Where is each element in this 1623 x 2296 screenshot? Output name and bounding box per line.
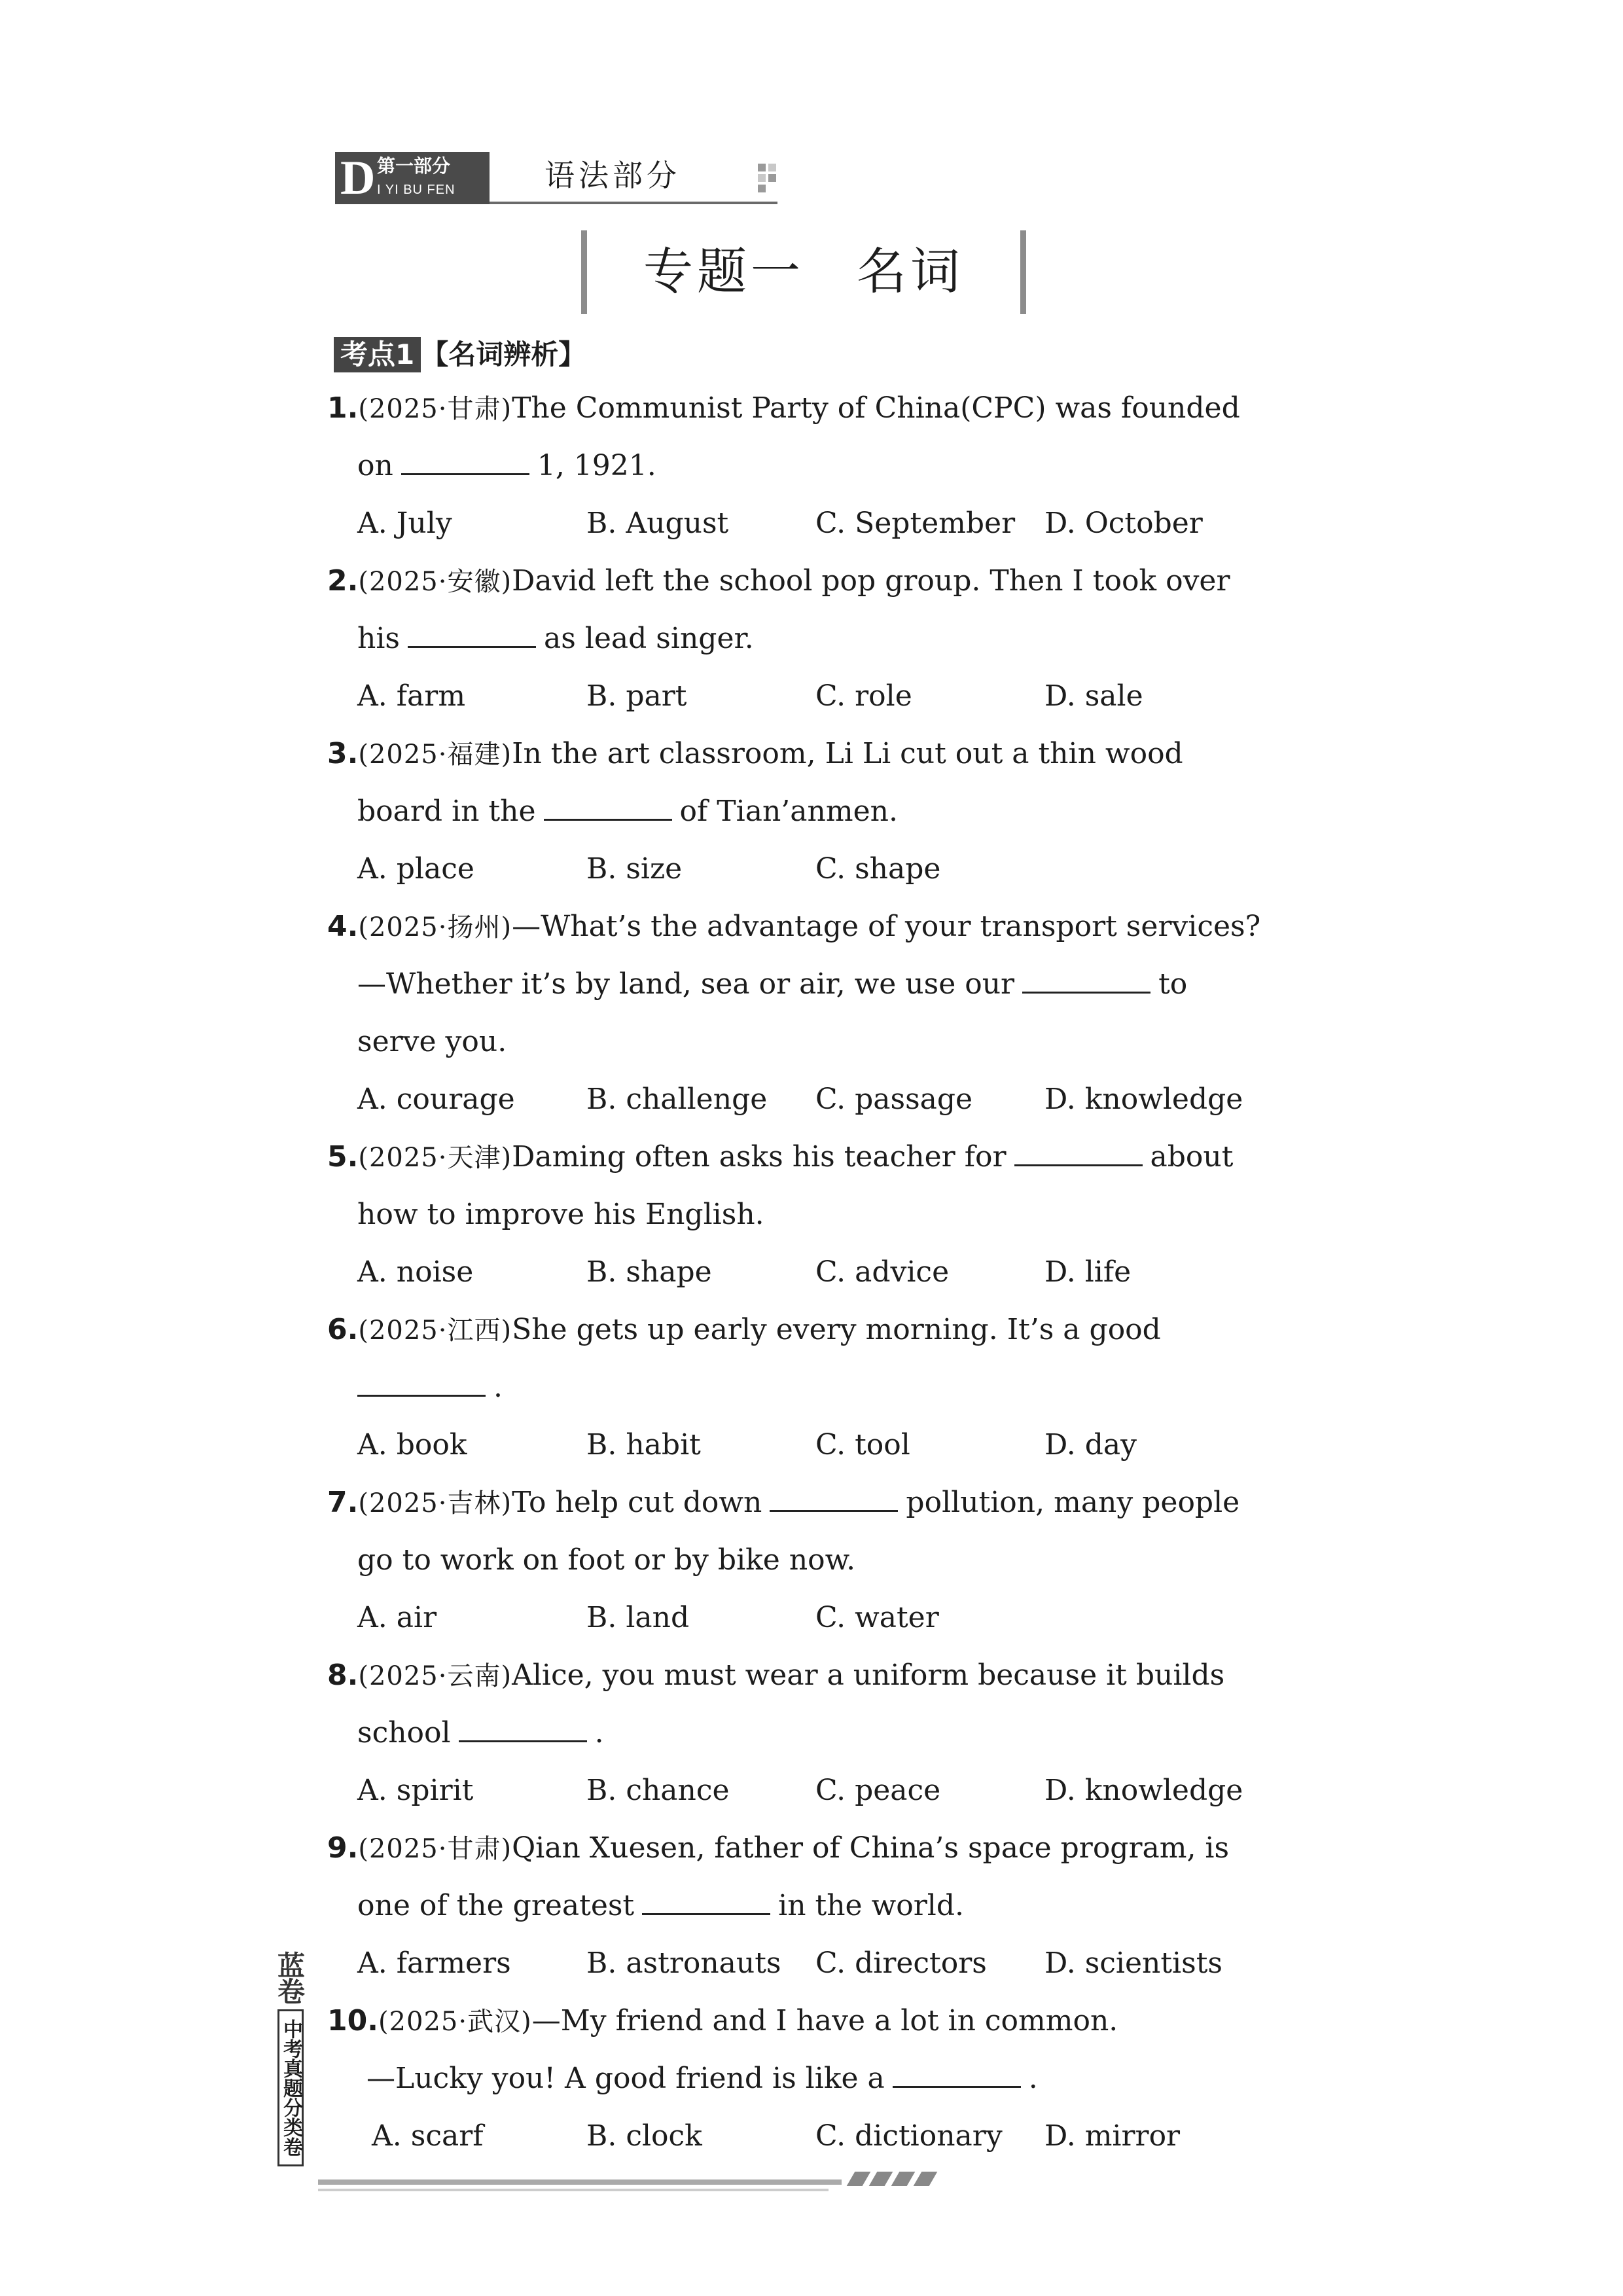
option-d[interactable]: D . mirror [1044,2108,1274,2165]
title-text [581,242,1026,301]
question-text: go to work on foot or by bike now. [357,1543,856,1577]
question-text: Qian Xuesen, father of China’s space program, is [512,1831,1230,1865]
question-number: 10. [327,2004,378,2037]
question-number: 4. [327,910,359,943]
part-letter: D [340,151,376,205]
option-a[interactable]: A . noise [357,1244,586,1301]
option-b[interactable]: B . size [586,840,815,898]
option-d[interactable]: D . sale [1044,668,1274,725]
question-5 [327,1128,1296,1301]
question-8 [327,1647,1296,1820]
option-a[interactable]: A . air [357,1589,586,1647]
question-text: —What’s the advantage of your transport services? [512,910,1261,943]
part-name: 语法部分 [544,158,681,193]
option-c[interactable]: C . dictionary [815,2108,1044,2165]
question-text: 1, 1921. [537,449,656,482]
answer-blank [408,633,536,648]
section-tag: 考点1 [334,337,421,372]
answer-blank [1014,1151,1143,1166]
option-a[interactable]: A . scarf [372,2108,586,2165]
question-source: (2025·安徽) [358,567,512,597]
option-b[interactable]: B . habit [586,1416,815,1474]
question-number: 9. [327,1831,359,1865]
answer-blank [642,1900,770,1915]
section-heading [334,336,586,373]
options [327,2108,1296,2165]
question-text: —Whether it’s by land, sea or air, we use our [357,967,1015,1001]
answer-blank [459,1727,587,1742]
option-b[interactable]: B . August [586,495,815,552]
options [327,1071,1296,1128]
options [327,1589,1296,1647]
question-number: 2. [327,564,359,598]
question-9 [327,1820,1296,1992]
option-b[interactable]: B . land [586,1589,815,1647]
option-d[interactable]: D . scientists [1044,1935,1274,1992]
question-source: (2025·武汉) [378,2007,532,2037]
answer-blank [1022,978,1150,994]
question-text: on [357,449,393,482]
question-text: —My friend and I have a lot in common. [531,2004,1118,2037]
question-text: one of the greatest [357,1889,635,1922]
option-d[interactable]: D . life [1044,1244,1274,1301]
question-text: about [1150,1140,1234,1174]
banner-underline [490,202,777,204]
question-2 [327,552,1296,725]
option-a[interactable]: A . farmers [357,1935,586,1992]
question-number: 8. [327,1659,359,1692]
question-text: David left the school pop group. Then I took over [512,564,1230,598]
question-text: In the art classroom, Li Li cut out a thin wood [512,737,1183,770]
question-text: To help cut down [512,1486,762,1519]
question-source: (2025·甘肃) [358,1834,512,1864]
option-a[interactable]: A . spirit [357,1762,586,1820]
option-a[interactable]: A . July [357,495,586,552]
question-number: 5. [327,1140,359,1174]
option-c[interactable]: C . water [815,1589,1044,1647]
options [327,1244,1296,1301]
question-number: 3. [327,737,359,770]
option-a[interactable]: A . farm [357,668,586,725]
question-number: 1. [327,391,359,425]
answer-blank [770,1497,898,1512]
question-source: (2025·云南) [358,1661,512,1691]
option-a[interactable]: A . book [357,1416,586,1474]
option-b[interactable]: B . challenge [586,1071,815,1128]
answer-blank [401,460,529,475]
question-1 [327,380,1296,552]
answer-blank [544,806,672,821]
question-source: (2025·甘肃) [358,394,512,424]
part-logo [335,152,490,204]
question-4 [327,898,1296,1128]
banner-dots-decoration [758,158,780,195]
question-text: . [493,1371,503,1404]
option-b[interactable]: B . shape [586,1244,815,1301]
option-c[interactable]: C . passage [815,1071,1044,1128]
answer-blank [893,2073,1021,2088]
option-c[interactable]: C . September [815,495,1044,552]
option-b[interactable]: B . part [586,668,815,725]
answer-blank [357,1382,486,1397]
option-c[interactable]: C . shape [815,840,1044,898]
option-c[interactable]: C . peace [815,1762,1044,1820]
question-source: (2025·吉林) [358,1488,512,1518]
option-b[interactable]: B . chance [586,1762,815,1820]
question-text: of Tian’anmen. [679,795,898,828]
option-c[interactable]: C . tool [815,1416,1044,1474]
option-d[interactable]: D . October [1044,495,1274,552]
question-number: 7. [327,1486,359,1519]
question-text: serve you. [357,1025,507,1058]
option-d[interactable]: D . knowledge [1044,1762,1274,1820]
question-3 [327,725,1296,898]
question-text: board in the [357,795,536,828]
options [327,1935,1296,1992]
question-text: The Communist Party of China(CPC) was founded [512,391,1240,425]
option-c[interactable]: C . directors [815,1935,1044,1992]
side-brand-label [275,1950,308,2169]
options [327,495,1296,552]
question-text: —Lucky you! A good friend is like a [366,2062,885,2095]
question-list [327,380,1296,2165]
question-text: in the world. [778,1889,964,1922]
options [327,668,1296,725]
question-text: how to improve his English. [357,1198,764,1231]
option-b[interactable]: B . clock [586,2108,815,2165]
question-text: Alice, you must wear a uniform because it builds [512,1659,1225,1692]
footer-bar-thin [318,2189,829,2191]
option-a[interactable]: A . courage [357,1071,586,1128]
question-source: (2025·扬州) [358,912,512,942]
topic-title [581,230,1026,314]
title-subject: 名词 [857,242,964,300]
options [327,840,1296,898]
side-calligraphy: 蓝卷 [277,1950,305,2008]
question-text: . [594,1716,604,1749]
part-pinyin: I YI BU FEN [377,183,455,197]
question-text: to [1158,967,1188,1001]
question-source: (2025·江西) [358,1316,512,1346]
question-10 [327,1992,1296,2165]
option-a[interactable]: A . place [357,840,586,898]
options [327,1762,1296,1820]
question-text: school [357,1716,451,1749]
question-text: She gets up early every morning. It’s a good [512,1313,1161,1346]
question-text: his [357,622,400,655]
side-book-title: 中考真题分类卷 [277,2009,304,2166]
part-label: 第一部分 [377,155,451,177]
options [327,1416,1296,1474]
question-6 [327,1301,1296,1474]
footer-bar [318,2179,842,2185]
question-text: Daming often asks his teacher for [512,1140,1007,1174]
question-number: 6. [327,1313,359,1346]
option-c[interactable]: C . role [815,668,1044,725]
question-7 [327,1474,1296,1647]
question-text: as lead singer. [544,622,754,655]
footer-slash-marks [844,2172,936,2189]
question-source: (2025·福建) [358,740,512,770]
question-source: (2025·天津) [358,1143,512,1173]
option-d[interactable]: D . day [1044,1416,1274,1474]
question-text: pollution, many people [906,1486,1240,1519]
option-c[interactable]: C . advice [815,1244,1044,1301]
section-title: 【 名词辨析 】 [421,338,586,371]
part-banner [335,152,780,206]
question-text: . [1028,2062,1038,2095]
option-b[interactable]: B . astronauts [586,1935,815,1992]
title-topic: 专题一 [643,242,804,300]
option-d[interactable]: D . knowledge [1044,1071,1274,1128]
